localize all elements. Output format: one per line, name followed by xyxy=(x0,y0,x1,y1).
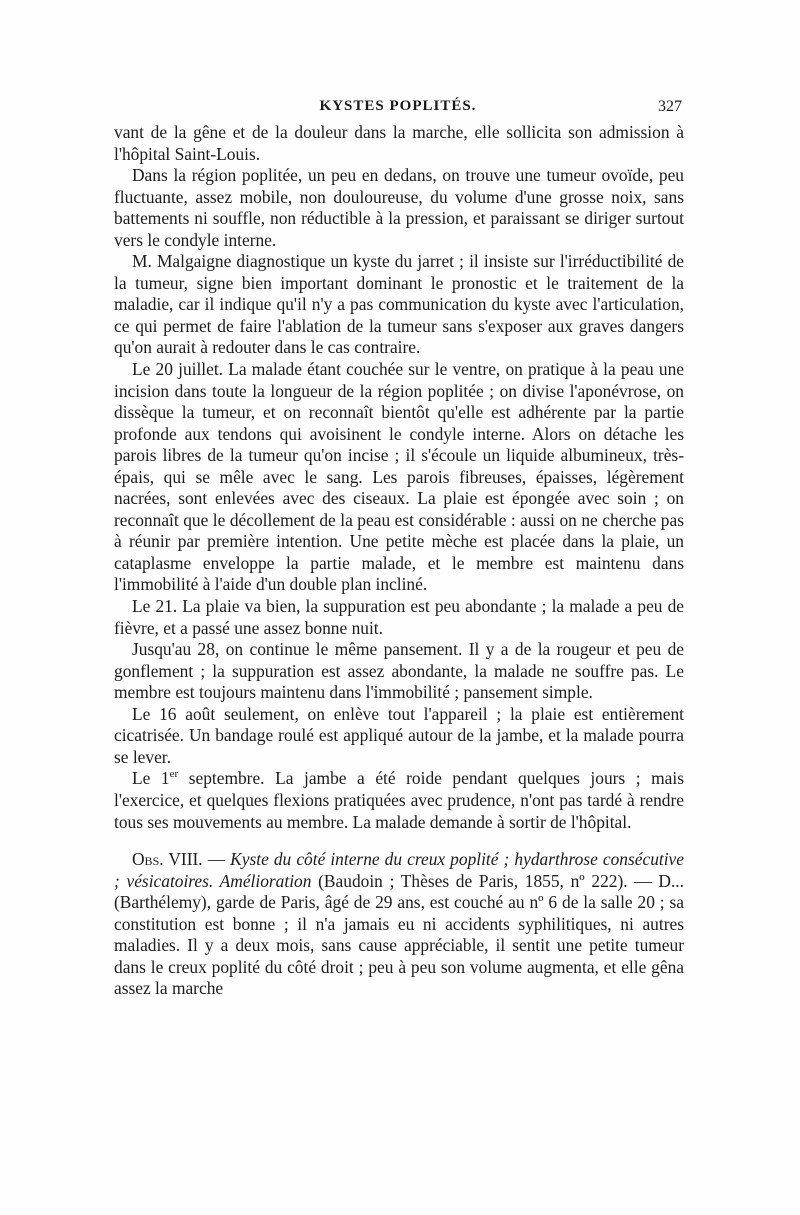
body-text xyxy=(114,122,684,1000)
running-title: KYSTES POPLITÉS. xyxy=(319,98,477,114)
page-header xyxy=(112,98,684,120)
paragraph: vant de la gêne et de la douleur dans la marche, elle sollicita son admission à l'hôpital Saint-Louis. xyxy=(114,122,684,164)
paragraph-text: septembre. La jambe a été roide pendant quelques jours ; mais l'exercice, et quelques flexions pratiquées avec prudence, n'ont pas tardé à rendre tous ses mouvements au membre. La malade demande à sortir de l'hôpital. xyxy=(114,768,684,832)
paragraph: Le 16 août seulement, on enlève tout l'appareil ; la plaie est entièrement cicatrisée. Un bandage roulé est appliqué autour de la jambe, et la malade pourra se lever. xyxy=(114,703,684,767)
page-number: 327 xyxy=(658,98,682,115)
date-prefix: Le 1 xyxy=(132,768,170,789)
paragraph: Jusqu'au 28, on continue le même pansement. Il y a de la rougeur et peu de gonflement ; la suppuration est assez abondante, la malade ne souffre pas. Le membre est toujours maintenu dans l'immobilité ; pansement simple. xyxy=(114,639,684,703)
paragraph: Dans la région poplitée, un peu en dedans, on trouve une tumeur ovoïde, peu fluctuante, assez mobile, non douloureuse, du volume d'une grosse noix, sans battements ni souffle, non réductible à la pression, et paraissant se diriger surtout vers le condyle interne. xyxy=(114,165,684,250)
paragraph: M. Malgaigne diagnostique un kyste du jarret ; il insiste sur l'irréductibilité de la tumeur, signe bien important dominant le pronostic et le traitement de la maladie, car il indique qu'il n'y a pas communication du kyste avec l'articulation, ce qui permet de faire l'ablation de la tumeur sans s'exposer aux graves dangers qu'on aurait à redouter dans le cas contraire. xyxy=(114,251,684,358)
observation-label: Obs. VIII. xyxy=(132,849,203,870)
observation-title: Kyste du côté interne du creux poplité ; hydarthrose consécutive ; vésicatoires. Amélioration xyxy=(114,849,684,891)
observation-dash: — xyxy=(202,849,231,870)
paragraph: Le 20 juillet. La malade étant couchée sur le ventre, on pratique à la peau une incision dans toute la longueur de la région poplitée ; on divise l'aponévrose, on dissèque la tumeur, et on reconnaît bientôt qu'elle est adhérente par la partie profonde aux tendons qui avoisinent le condyle interne. Alors on détache les parois libres de la tumeur qu'on incise ; il s'écoule un liquide albumineux, très-épais, qui se mêle avec le sang. Les parois fibreuses, épaisses, légèrement nacrées, sont enlevées avec des ciseaux. La plaie est épongée avec soin ; on reconnaît que le décollement de la peau est considérable : aussi on ne cherche pas à réunir par première intention. Une petite mèche est placée dans la plaie, un cataplasme enveloppe la partie malade, et le membre est maintenu dans l'immobilité à l'aide d'un double plan incliné. xyxy=(114,359,684,595)
observation-text: (Baudoin ; Thèses de Paris, 1855, nº 222). — D... (Barthélemy), garde de Paris, âgé de 29 ans, est couché au nº 6 de la salle 20 ; sa constitution est bonne ; il n'a jamais eu ni accidents syphilitiques, ni autres maladies. Il y a deux mois, sans cause appréciable, il sentit une petite tumeur dans le creux poplité du côté droit ; peu à peu son volume augmenta, et elle gêna assez la marche xyxy=(114,870,685,999)
observation-paragraph xyxy=(114,849,684,1000)
ordinal-superscript: er xyxy=(169,768,179,781)
paragraph: Le 21. La plaie va bien, la suppuration est peu abondante ; la malade a peu de fièvre, et a passé une assez bonne nuit. xyxy=(114,596,684,638)
paragraph-september xyxy=(114,768,684,833)
